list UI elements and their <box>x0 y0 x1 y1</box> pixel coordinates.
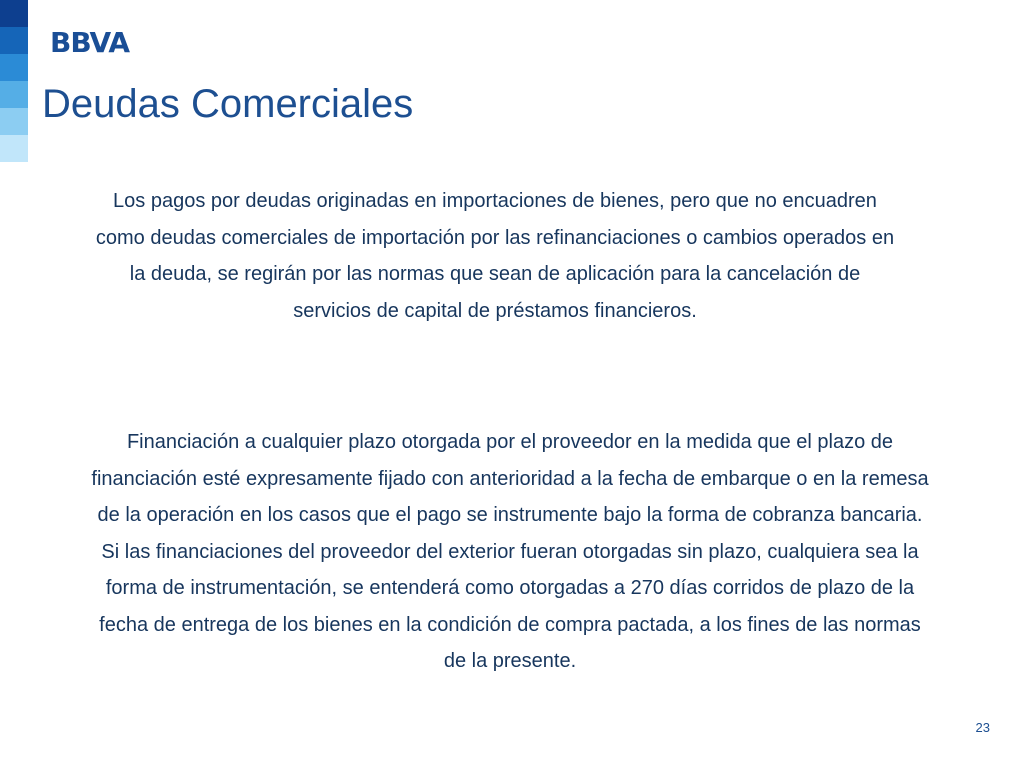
brand-stripe <box>0 27 28 54</box>
page-number: 23 <box>975 720 990 735</box>
brand-stripe <box>0 0 28 27</box>
slide-title: Deudas Comerciales <box>42 82 414 126</box>
brand-stripe <box>0 108 28 135</box>
brand-stripes <box>0 0 28 162</box>
brand-stripe <box>0 54 28 81</box>
paragraph-2 <box>90 424 930 680</box>
brand-stripe <box>0 135 28 162</box>
paragraph-2-line: Financiación a cualquier plazo otorgada por el proveedor en la medida que el plazo de financiación esté expresamente fijado con anterioridad a la fecha de embarque o en la remesa de la operación en los casos que el pago se instrumente bajo la forma de cobranza bancaria. <box>91 431 929 526</box>
paragraph-2-line: Si las financiaciones del proveedor del exterior fueran otorgadas sin plazo, cualquiera sea la forma de instrumentación, se entenderá como otorgadas a 270 días corridos de plazo de la fecha de entrega de los bienes en la condición de compra pactada, a los fines de las normas de la presente. <box>99 540 921 672</box>
bbva-logo: BBVA <box>50 26 129 59</box>
brand-stripe <box>0 81 28 108</box>
paragraph-1: Los pagos por deudas originadas en importaciones de bienes, pero que no encuadren como deudas comerciales de importación por las refinanciaciones o cambios operados en la deuda, se regirán por las normas que sean de aplicación para la cancelación de servicios de capital de préstamos financieros. <box>95 190 895 322</box>
